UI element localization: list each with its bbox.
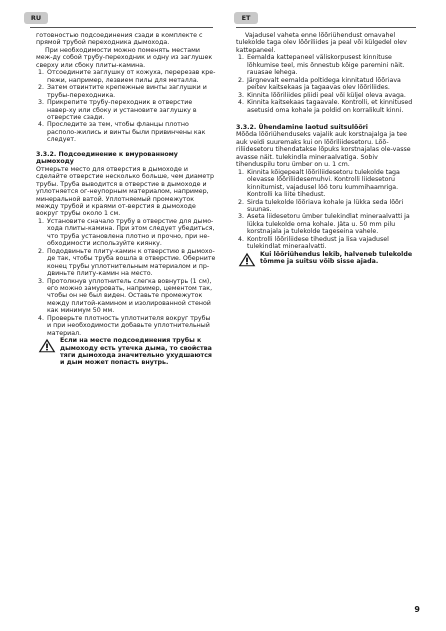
list-item: 3. Kinnita lõõriliides pliidi peal või küljel oleva avaga. [246, 92, 416, 99]
list-item: 4. Kinnita kaitsekaas tagaavale. Kontrolli, et kinnitused asetusid oma kohale ja poldid on korralikult kinni. [246, 99, 416, 114]
section-paragraph: Mõõda lõõriühenduseks vajalik auk korstnajalga ja tee auk veidi suuremaks kui on lõõriliidesetoru. Lõõ-riliidesetoru tihendatakse lõpuks korstnajalas ole-vasse avasse näit. tulekindla mineraalvatiga. Sobiv tihenduspilu toru ümber on u. 1 cm. [236, 131, 411, 169]
section-heading: 3.3.2. Подсоединение к вмурованному дымоходу [36, 150, 178, 166]
list-item: 4. Проследите за тем, чтобы фланцы плотно располо-жились и винты были привинчены как следует. [46, 121, 216, 143]
header-rule-left [30, 27, 213, 28]
list-item: 1. Отсоедините заглушку от кожуха, перерезав кре-пежи, например, лезвием пилы для металла. [46, 69, 216, 84]
steps-list [36, 69, 216, 144]
warning-text: Если на месте подсоединения трубы к дымоходу есть утечка дыма, то свойства тяги дымохода значительно ухудшаются и дым может попасть внутрь. [60, 337, 212, 367]
language-tab-et: ET [234, 12, 258, 24]
list-item: 2. Пододвиньте плиту-камин к отверстию в дымохо-де так, чтобы труба вошла в отверстие. Оберните конец трубы уплотнительным материалом и пр-двиньте плиту-камин на место. [46, 248, 216, 278]
steps-list [236, 169, 416, 251]
header-rule-right [236, 27, 416, 28]
page-number: 9 [414, 605, 420, 614]
warning-icon [38, 338, 56, 353]
steps-list [36, 218, 216, 337]
warning-text: Kui lõõriühendus lekib, halveneb tulekolde tõmme ja suitsu võib sisse ajada. [260, 250, 413, 266]
section-heading: 3.3.2. Ühendamine laotud suitsulõõri [236, 123, 368, 131]
list-item: 4. Kontrolli lõõriliidese tihedust ja lisa vajadusel tulekindlat mineraalvatti. [246, 236, 416, 251]
list-item: 3. Прикрепите трубу-переходник в отверстие навер-ху или сбоку и установите заглушку в отверстие сзади. [46, 99, 216, 121]
list-item: 3. Протолкнув уплотнитель слегка вовнутрь (1 см), его можно замуровать, например, цементом так, чтобы он не был виден. Оставьте промежуток между плитой-камином и изолированной стеной как минимум 50 мм. [46, 278, 216, 315]
language-tab-ru: RU [24, 12, 48, 24]
section-paragraph: Отмерьте место для отверстия в дымоходе и сделайте отверстие несколько больше, чем диаметр трубы. Труба выводится в отверстие в дымоходе и уплотняется ог-неупорным материалом, например, минеральной ватой. Уплотняемый промежуток между трубой и краями от-верстия в дымоходе вокруг трубы около 1 см. [36, 165, 214, 218]
column-et [236, 32, 416, 267]
warning-note [36, 337, 216, 367]
steps-list [236, 54, 416, 114]
list-item: 3. Aseta liidesetoru ümber tulekindlat mineraalvatti ja lükka tulekolde oma kohale. Jäta u. 50 mm pilu korstnajala ja tulekolde tageseina vahele. [246, 213, 416, 235]
list-item: 1. Eemalda kattepaneel väliskorpusest kinnituse lõhkumise teel, mis õnnestub kõige paremini näit. rauasae lehega. [246, 54, 416, 76]
list-item: 4. Проверьте плотность уплотнителя вокруг трубы и при необходимости добавьте уплотнительный материал. [46, 315, 216, 337]
intro-paragraph: готовностью подсоединения сзади в комплекте с прямой трубой переходника дымохода. [36, 32, 203, 47]
warning-icon [238, 252, 256, 267]
intro-paragraph: При необходимости можно поменять местами меж-ду собой трубу-переходник и одну из заглушек сверху или сбоку плиты-камина. [36, 46, 213, 69]
column-ru [36, 32, 216, 367]
list-item: 1. Kinnita kõigepealt lõõriliidesetoru tulekolde taga olevasse lõõriliidesemuhvi. Kontrolli liidesetoru kinnitumist, vajadusel löö toru kummihaamriga. Kontrolli ka liite tihedust. [246, 169, 416, 199]
list-item: 1. Установите сначало трубу в отверстие для дымо-хода плиты-камина. При этом следует убедиться, что труба установлена плотно и прочно, при не-обходимости используйте киянку. [46, 218, 216, 248]
list-item: 2. Sirda tulekolde lõõriava kohale ja lükka seda lõõri suunas. [246, 199, 416, 214]
list-item: 2. Järgnevalt eemalda poltidega kinnitatud lõõriava peitev kaitsekaas ja tagaavas olev lõõriliides. [246, 77, 416, 92]
list-item: 2. Затем отвинтите крепежные винты заглушки и трубы-переходника. [46, 84, 216, 99]
warning-note [236, 251, 416, 267]
intro-paragraph: Vajadusel vaheta enne lõõriühendust omavahel tulekolde taga olev lõõriliides ja peal või külgedel olev kattepaneel. [236, 32, 407, 54]
